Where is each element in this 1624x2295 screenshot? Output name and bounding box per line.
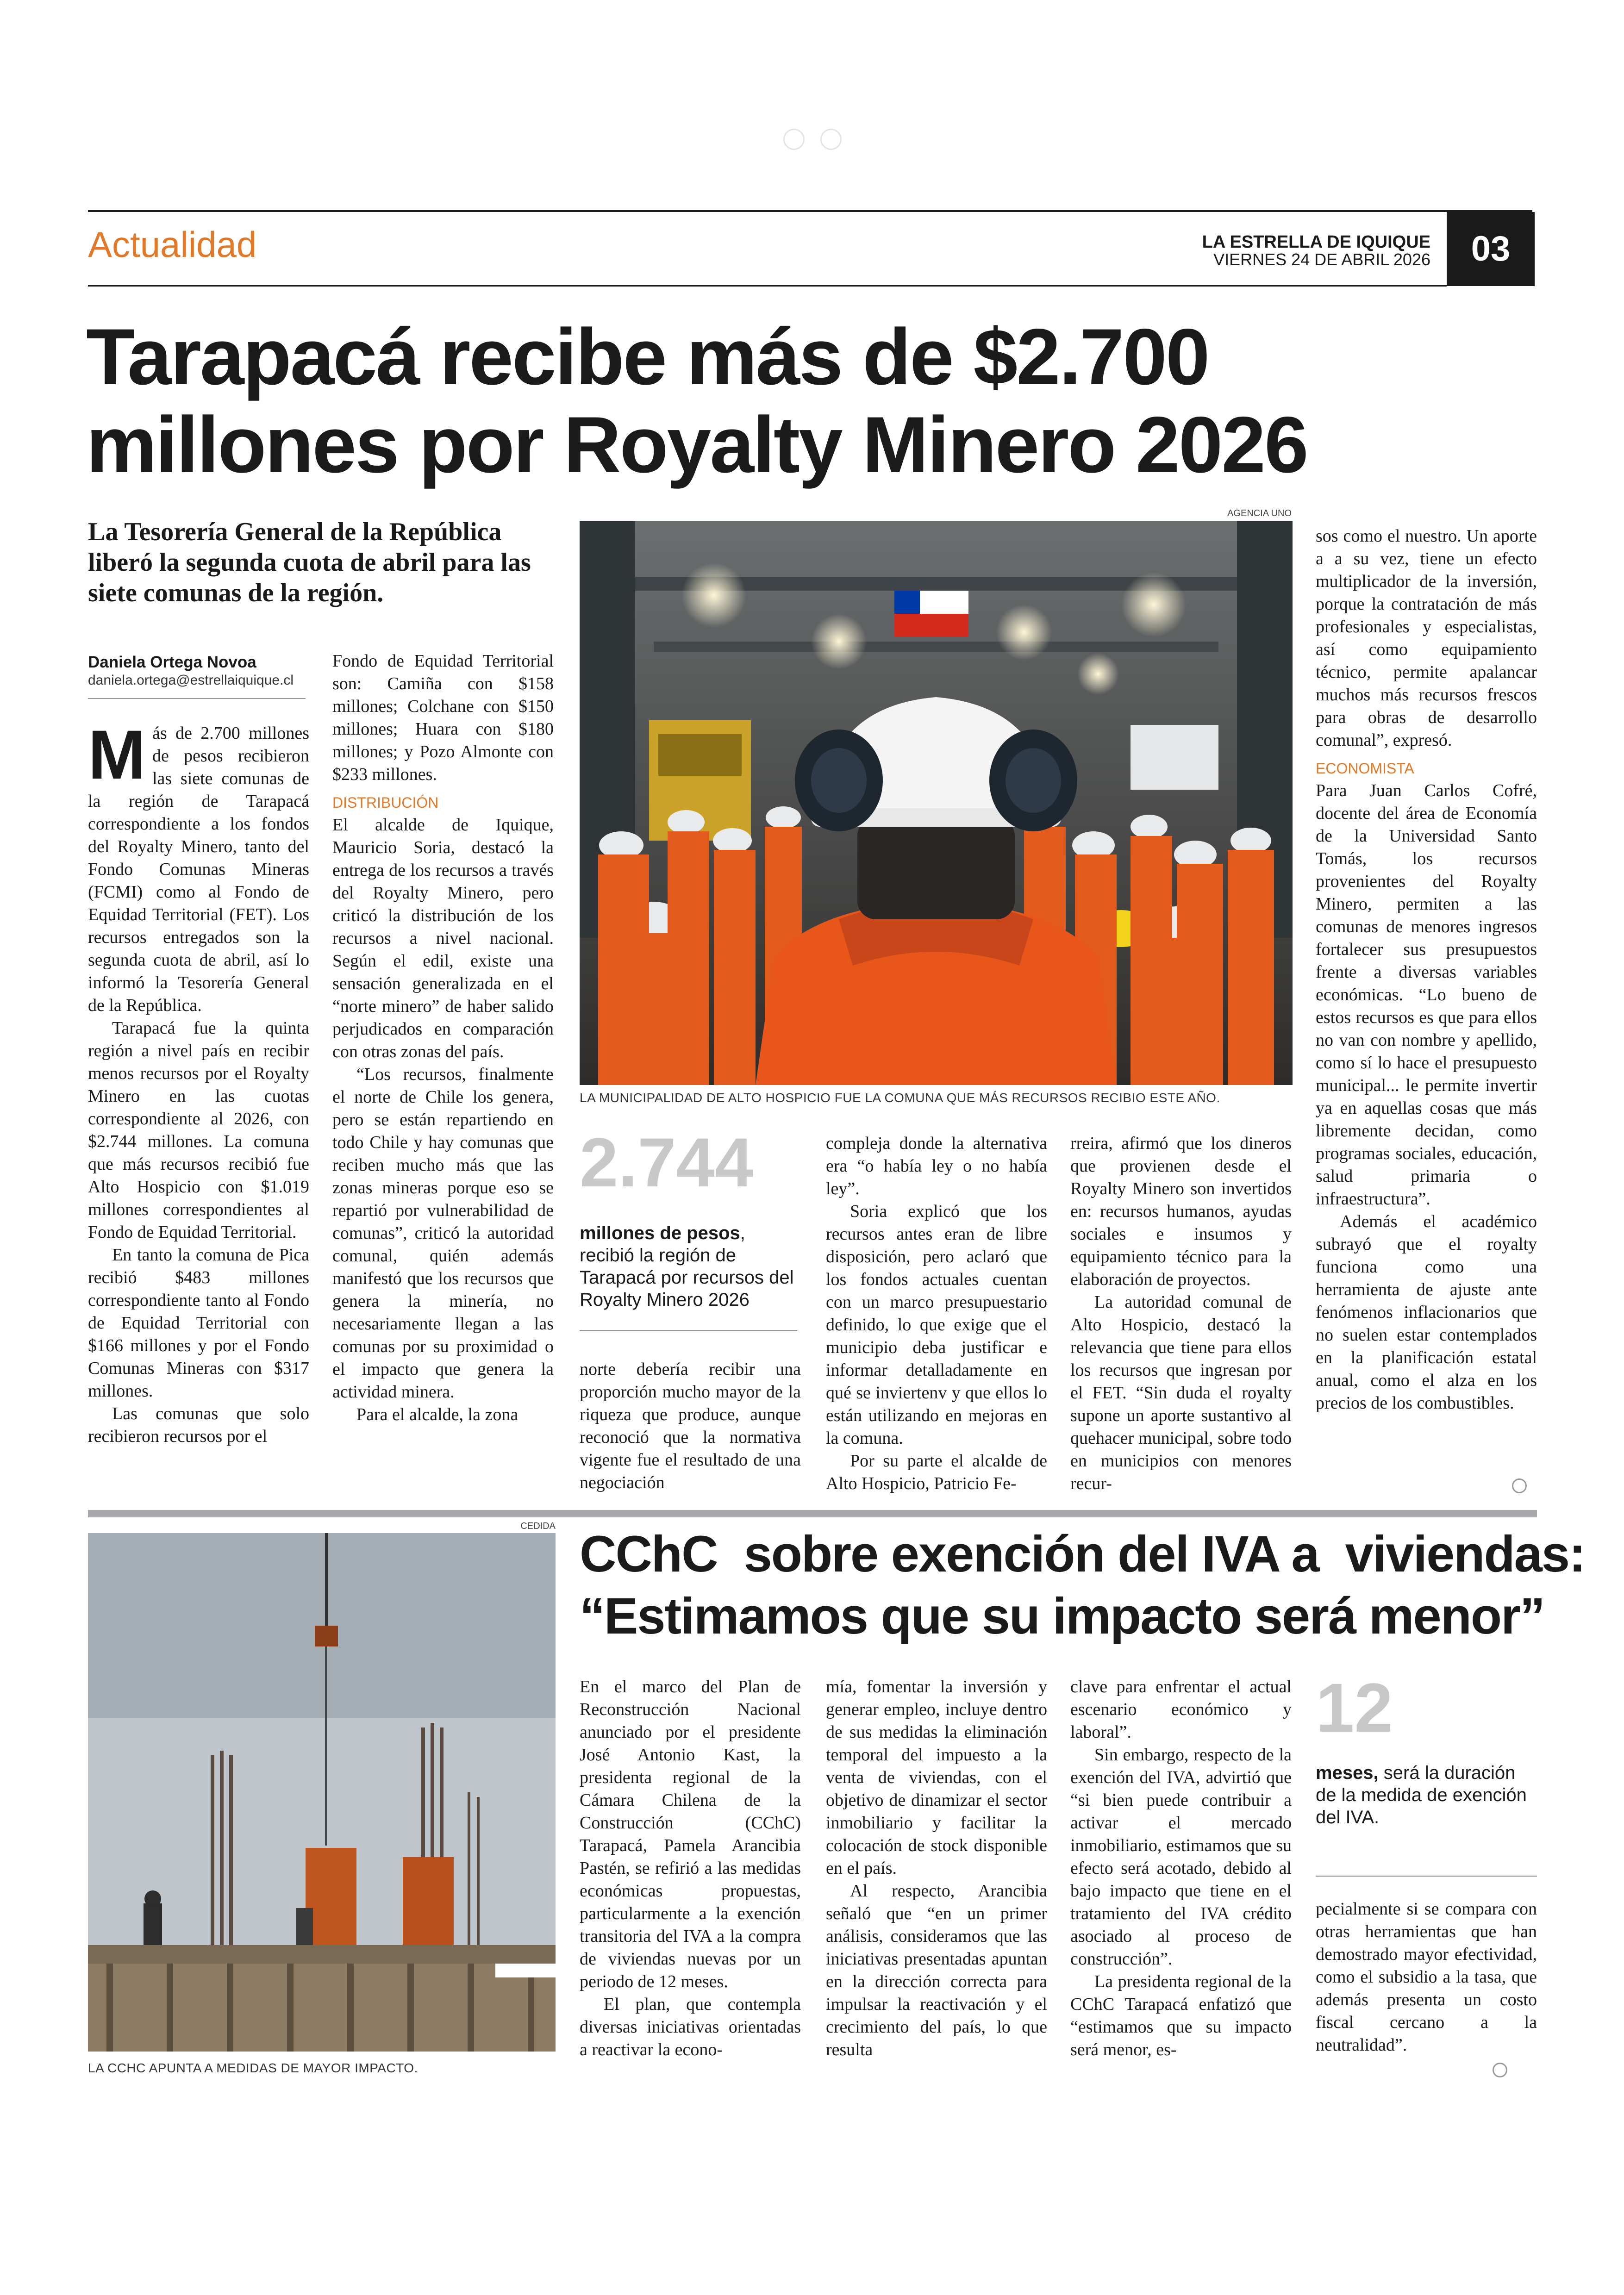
article1-paragraph: En tanto la comuna de Pica recibió $483 millones correspondiente tanto al Fondo de Equidad Territorial con $166 millones y por el Fondo Comunas Mineras con $317 millones.	[88, 1245, 309, 1401]
subheading-economista: ECONOMISTA	[1316, 760, 1414, 777]
article2-headline-line1: CChC sobre exención del IVA a viviendas:	[580, 1526, 1585, 1583]
photo2-credit: CEDIDA	[520, 1521, 556, 1531]
stat-rule-2744	[580, 1330, 797, 1331]
page-number: 03	[1447, 212, 1535, 286]
header-top-rule	[88, 210, 1532, 212]
end-mark-icon	[1512, 1478, 1527, 1493]
stat-text-12: será la duración de la medida de exención del IVA.	[1316, 1763, 1527, 1827]
section-label: Actualidad	[88, 224, 257, 265]
article1-paragraph: La autoridad comunal de Alto Hospicio, destacó la relevancia que tiene para ellos los recursos que ingresan por el FET. “Sin duda el royalty supone un aporte sustantivo al quehacer municipal, sobre todo en municipios con menores recur-	[1070, 1292, 1292, 1493]
stat-description-12	[1316, 1762, 1533, 1828]
photo1-caption: LA MUNICIPALIDAD DE ALTO HOSPICIO FUE LA COMUNA QUE MÁS RECURSOS RECIBIO ESTE AÑO.	[580, 1091, 1220, 1105]
stat-bold-2744: millones de pesos	[580, 1223, 740, 1243]
dropcap: M	[88, 722, 146, 793]
article2-paragraph: Sin embargo, respecto de la exención del IVA, advirtió que “si bien puede contribuir a activar el mercado inmobiliario, estimamos que su efecto será acotado, debido al bajo impacto que tiene en el tratamiento del IVA crédito asociado al proceso de construcción”.	[1070, 1745, 1292, 1969]
article1-paragraph: Además el académico subrayó que el royalty funciona como una herramienta de ajuste ante fenómenos inflacionarios que no suelen estar contemplados en la planificación estatal anual, como el alza en los precios de los combustibles.	[1316, 1212, 1537, 1413]
article2-column-1	[580, 1676, 801, 2083]
page-nav-next-icon[interactable]	[820, 129, 842, 150]
article1-column-6	[1316, 525, 1537, 1497]
article2-paragraph: Al respecto, Arancibia señaló que “en un primer análisis, consideramos que las iniciativas presentadas apuntan en la dirección correcta para impulsar la reactivación y el crecimiento del país, lo que resulta	[826, 1881, 1047, 2059]
article2-paragraph: mía, fomentar la inversión y generar empleo, incluye dentro de sus medidas la eliminación temporal del impuesto a la venta de viviendas, con el objetivo de dinamizar el sector inmobiliario y facilitar la colocación de stock disponible en el país.	[826, 1677, 1047, 1878]
article2-column-3	[1070, 1676, 1292, 2083]
article2-column-4	[1316, 1898, 1537, 2083]
article1-headline-line1: Tarapacá recibe más de $2.700	[86, 312, 1209, 401]
article1-paragraph: “Los recursos, finalmente el norte de Chile los genera, pero se están repartiendo en todo Chile y hay comunas que reciben mucho más que las zonas mineras porque eso se repartió por vulnerabilidad de comunas”, criticó la autoridad comunal, quién además manifestó que los recursos que genera la minería, no necesariamente llegan a las comunas por su proximidad o el impacto que genera la actividad minera.	[332, 1065, 554, 1402]
newspaper-name: LA ESTRELLA DE IQUIQUE	[1202, 232, 1430, 252]
article2-paragraph: El plan, que contempla diversas iniciativas orientadas a reactivar la econo-	[580, 1995, 801, 2059]
article1-paragraph: ás de 2.700 millones de pesos recibieron las siete comunas de la región de Tarapacá correspondiente a los fondos del Royalty Minero, tanto del Fondo Comunas Mineras (FCMI) como al Fondo de Equidad Territorial (FET). Los recursos entregados son la segunda cuota de abril, así lo informó la Tesorería General de la República.	[88, 723, 309, 1015]
photo2-caption: LA CCHC APUNTA A MEDIDAS DE MAYOR IMPACTO.	[88, 2061, 418, 2075]
photo1-illustration	[580, 521, 1293, 1085]
subheading-distribucion: DISTRIBUCIÓN	[332, 794, 439, 811]
article1-author: Daniela Ortega Novoa	[88, 653, 256, 671]
article2-headline-line2: “Estimamos que su impacto será menor”	[580, 1588, 1544, 1645]
issue-date: VIERNES 24 DE ABRIL 2026	[1213, 250, 1430, 269]
stat-number-2744: 2.744	[580, 1123, 754, 1201]
article1-column-3	[580, 1358, 801, 1497]
article1-column-5	[1070, 1132, 1292, 1498]
article1-paragraph: compleja donde la alternativa era “o había ley o no había ley”.	[826, 1134, 1047, 1198]
article1-paragraph: Para Juan Carlos Cofré, docente del área de Economía de la Universidad Santo Tomás, los recursos provenientes del Royalty Minero, permiten a las comunas de menores ingresos fortalecer sus presupuestos frente a diversas variables económicas. “Lo bueno de estos recursos es que para ellos no van con nombre y apellido, como sí lo hace el presupuesto municipal... le permite invertir ya en aquellas cosas que más libremente decidan, como programas sociales, educación, salud primaria o infraestructura”.	[1316, 781, 1537, 1209]
stat-bold-12: meses,	[1316, 1763, 1379, 1783]
stat-number-12: 12	[1316, 1669, 1393, 1746]
author-rule	[88, 698, 306, 699]
article1-paragraph: Tarapacá fue la quinta región a nivel país en recibir menos recursos por el Royalty Minero en las cuotas correspondiente al 2026, con $2.744 millones. La comuna que más recursos recibió fue Alto Hospicio con $1.019 millones correspondientes al Fondo de Equidad Territorial.	[88, 1018, 309, 1242]
stat-text-2744: , recibió la región de Tarapacá por recursos del Royalty Minero 2026	[580, 1223, 794, 1310]
construction-photo	[88, 1533, 556, 2052]
article1-deck: La Tesorería General de la República liberó la segunda cuota de abril para las siete comunas de la región.	[88, 518, 531, 607]
article1-column-1	[88, 722, 309, 1500]
article2-paragraph: pecialmente si se compara con otras herramientas que han demostrado mayor efectividad, como el subsidio a la tasa, que además presenta un costo fiscal cercano a la neutralidad”.	[1316, 1899, 1537, 2055]
end-mark-icon	[1493, 2063, 1507, 2077]
article1-paragraph: sos como el nuestro. Un aporte a a su vez, tiene un efecto multiplicador de la inversión, porque la contratación de más profesionales y especialistas, así como equipamiento técnico, permite apalancar muchos más recursos frescos para obras de desarrollo comunal”, expresó.	[1316, 526, 1537, 750]
stat-rule-12	[1316, 1876, 1537, 1877]
article1-paragraph: Soria explicó que los recursos antes eran de libre disposición, pero aclaró que los fondos actuales cuentan con un marco presupuestario definido, lo que exige que el municipio deba justificar e informar detalladamente en qué se inviertenv y que ellos lo están utilizando en mejoras en la comuna.	[826, 1202, 1047, 1448]
article1-paragraph: Para el alcalde, la zona	[356, 1405, 518, 1424]
article1-paragraph: norte debería recibir una proporción mucho mayor de la riqueza que produce, aunque reconoció que la normativa vigente fue el resultado de una negociación	[580, 1360, 801, 1492]
article1-column-2	[332, 650, 554, 1500]
article1-author-email: daniela.ortega@estrellaiquique.cl	[88, 673, 294, 688]
article-separator	[88, 1510, 1537, 1517]
page-nav-prev-icon[interactable]	[783, 129, 805, 150]
photo2-illustration	[88, 1533, 556, 2052]
article2-paragraph: La presidenta regional de la CChC Tarapacá enfatizó que “estimamos que su impacto será menor, es-	[1070, 1972, 1292, 2059]
stat-description-2744	[580, 1222, 797, 1311]
photo1-credit: AGENCIA UNO	[1227, 508, 1292, 518]
mining-workers-photo	[580, 521, 1293, 1085]
article1-paragraph: Las comunas que solo recibieron recursos por el	[88, 1404, 309, 1446]
article1-headline-line2: millones por Royalty Minero 2026	[86, 400, 1307, 489]
article1-paragraph: Fondo de Equidad Territorial son: Camiña con $158 millones; Colchane con $150 millones; Huara con $180 millones; y Pozo Almonte con $233 millones.	[332, 651, 554, 784]
article1-column-4	[826, 1132, 1047, 1498]
article2-paragraph: En el marco del Plan de Reconstrucción Nacional anunciado por el presidente José Antonio Kast, la presidenta regional de la Cámara Chilena de la Construcción (CChC) Tarapacá, Pamela Arancibia Pastén, se refirió a las medidas económicas propuestas, particularmente a la exención transitoria del IVA a la compra de viviendas nuevas por un periodo de 12 meses.	[580, 1677, 801, 1991]
header-bottom-rule	[88, 285, 1447, 287]
article1-paragraph: El alcalde de Iquique, Mauricio Soria, destacó la entrega de los recursos a través del Royalty Minero, pero criticó la distribución de los recursos a nivel nacional. Según el edil, existe una sensación generalizada en el “norte minero” de haber salido perjudicados en comparación con otras zonas del país.	[332, 815, 554, 1061]
article1-paragraph: rreira, afirmó que los dineros que provienen desde el Royalty Minero son invertidos en: recursos humanos, ayudas sociales e insumos y equipamiento técnico para la elaboración de proyectos.	[1070, 1134, 1292, 1289]
article2-paragraph: clave para enfrentar el actual escenario económico y laboral”.	[1070, 1677, 1292, 1742]
article1-paragraph: Por su parte el alcalde de Alto Hospicio, Patricio Fe-	[826, 1451, 1047, 1493]
article2-column-2	[826, 1676, 1047, 2083]
